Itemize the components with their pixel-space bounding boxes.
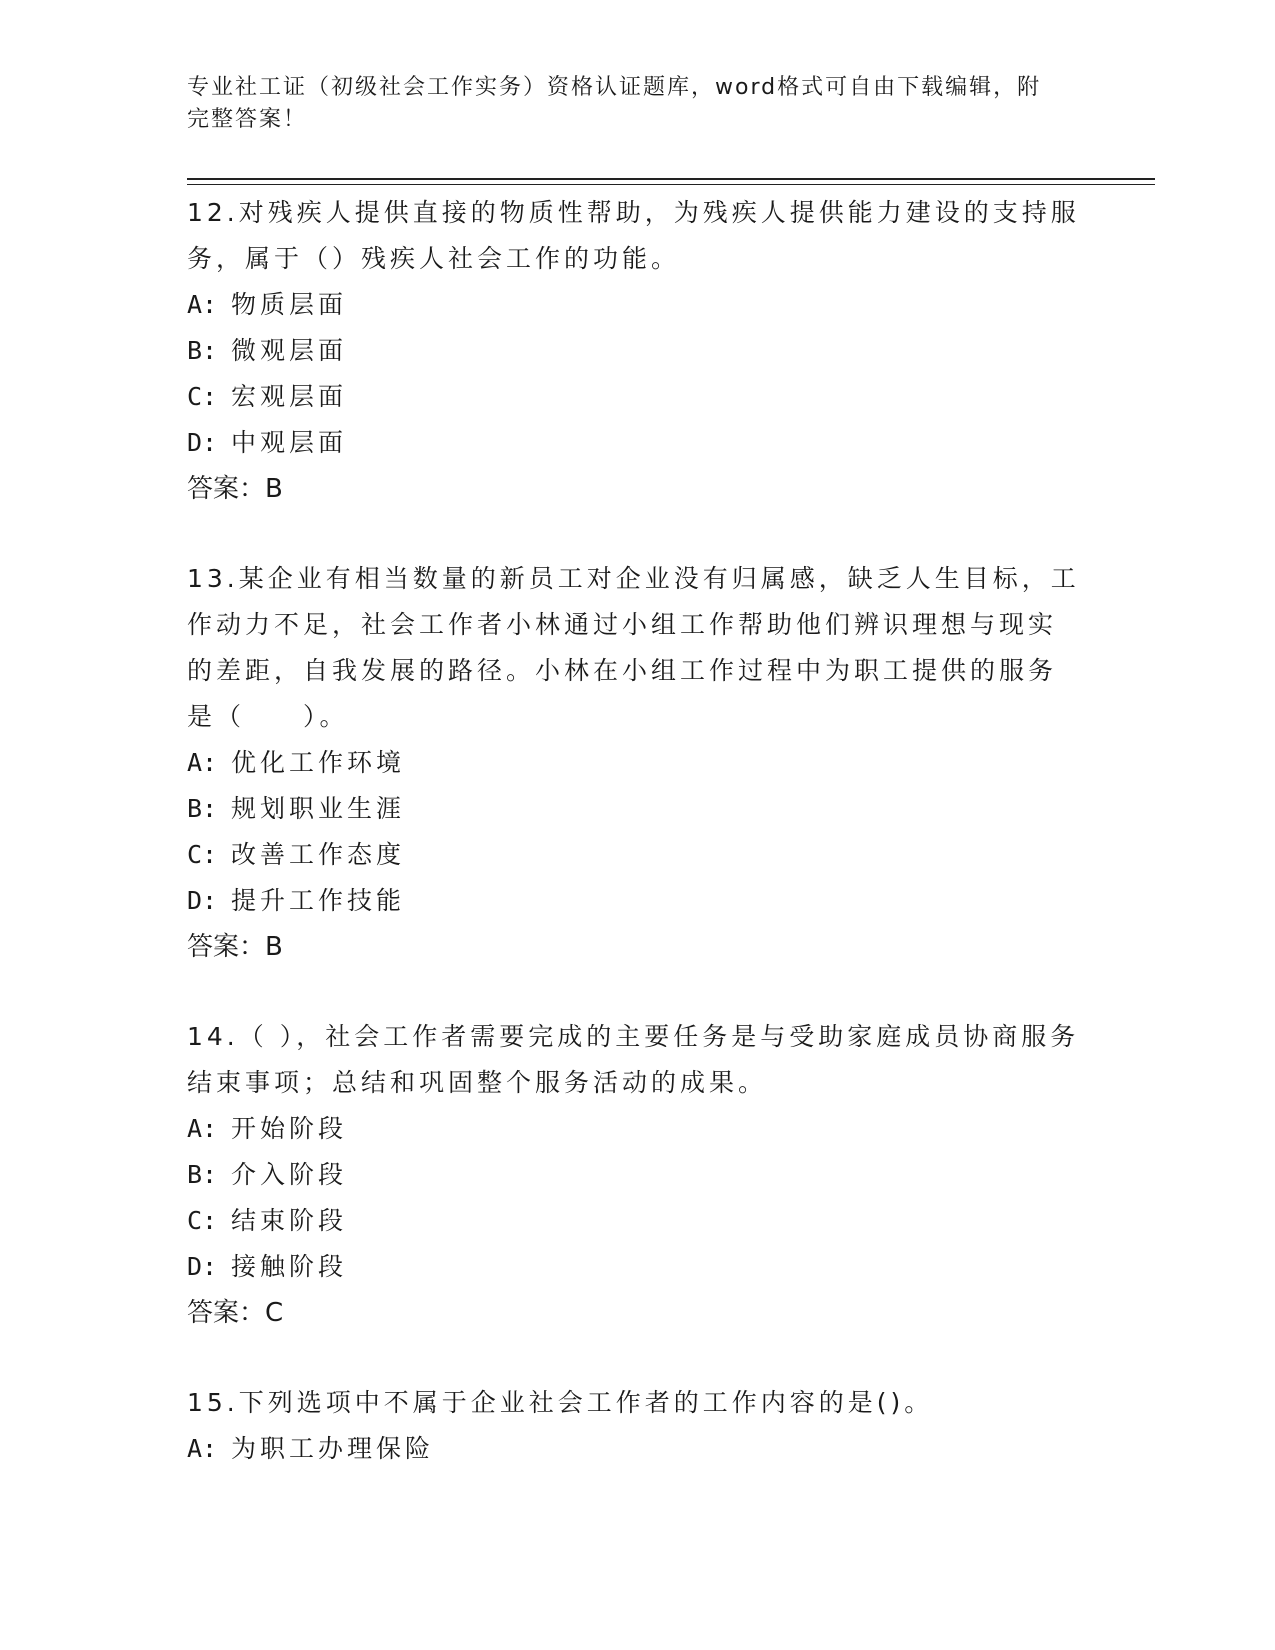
option-letter: C: (187, 1206, 218, 1235)
option-text: 接触阶段 (231, 1252, 348, 1281)
option-a (187, 1426, 1082, 1472)
option-text: 中观层面 (231, 428, 348, 457)
option-b (187, 328, 1082, 374)
question-stem: 15.下列选项中不属于企业社会工作者的工作内容的是()。 (187, 1388, 934, 1417)
answer-line: 答案：C (187, 1298, 284, 1328)
option-letter: D: (187, 428, 218, 457)
header-divider-thick (187, 178, 1155, 180)
header-divider-thin (187, 184, 1155, 185)
option-letter: A: (187, 748, 218, 777)
option-text: 微观层面 (231, 336, 348, 365)
question-list (187, 190, 1082, 1516)
option-c (187, 1198, 1082, 1244)
option-d (187, 1244, 1082, 1290)
option-letter: C: (187, 840, 218, 869)
option-b (187, 1152, 1082, 1198)
question-12 (187, 190, 1082, 512)
option-a (187, 1106, 1082, 1152)
question-stem: 13.某企业有相当数量的新员工对企业没有归属感，缺乏人生目标，工作动力不足，社会工作者小林通过小组工作帮助他们辨识理想与现实的差距，自我发展的路径。小林在小组工作过程中为职工提供的服务是（ ）。 (187, 564, 1080, 731)
question-stem: 14.（ ），社会工作者需要完成的主要任务是与受助家庭成员协商服务结束事项；总结和巩固整个服务活动的成果。 (187, 1022, 1080, 1097)
header-line-1: 专业社工证（初级社会工作实务）资格认证题库，word格式可自由下载编辑，附 (187, 75, 1042, 100)
option-text: 介入阶段 (231, 1160, 348, 1189)
question-15 (187, 1380, 1082, 1472)
question-14 (187, 1014, 1082, 1336)
option-letter: D: (187, 886, 218, 915)
option-b (187, 786, 1082, 832)
header-line-2: 完整答案！ (187, 107, 308, 132)
option-text: 提升工作技能 (231, 886, 406, 915)
option-letter: D: (187, 1252, 218, 1281)
option-c (187, 374, 1082, 420)
option-text: 宏观层面 (231, 382, 348, 411)
option-a (187, 282, 1082, 328)
answer-line: 答案：B (187, 474, 283, 504)
option-text: 结束阶段 (231, 1206, 348, 1235)
option-a (187, 740, 1082, 786)
option-letter: B: (187, 336, 218, 365)
option-d (187, 878, 1082, 924)
option-d (187, 420, 1082, 466)
option-letter: B: (187, 794, 218, 823)
option-text: 规划职业生涯 (231, 794, 406, 823)
option-text: 优化工作环境 (231, 748, 406, 777)
option-letter: C: (187, 382, 218, 411)
option-letter: A: (187, 1114, 218, 1143)
option-text: 物质层面 (231, 290, 348, 319)
option-text: 为职工办理保险 (231, 1434, 435, 1463)
question-stem: 12.对残疾人提供直接的物质性帮助，为残疾人提供能力建设的支持服务，属于（）残疾人社会工作的功能。 (187, 198, 1080, 273)
option-letter: A: (187, 1434, 218, 1463)
option-letter: A: (187, 290, 218, 319)
option-text: 开始阶段 (231, 1114, 348, 1143)
answer-line: 答案：B (187, 932, 283, 962)
option-letter: B: (187, 1160, 218, 1189)
option-c (187, 832, 1082, 878)
document-header (187, 72, 1067, 136)
option-text: 改善工作态度 (231, 840, 406, 869)
question-13 (187, 556, 1082, 970)
